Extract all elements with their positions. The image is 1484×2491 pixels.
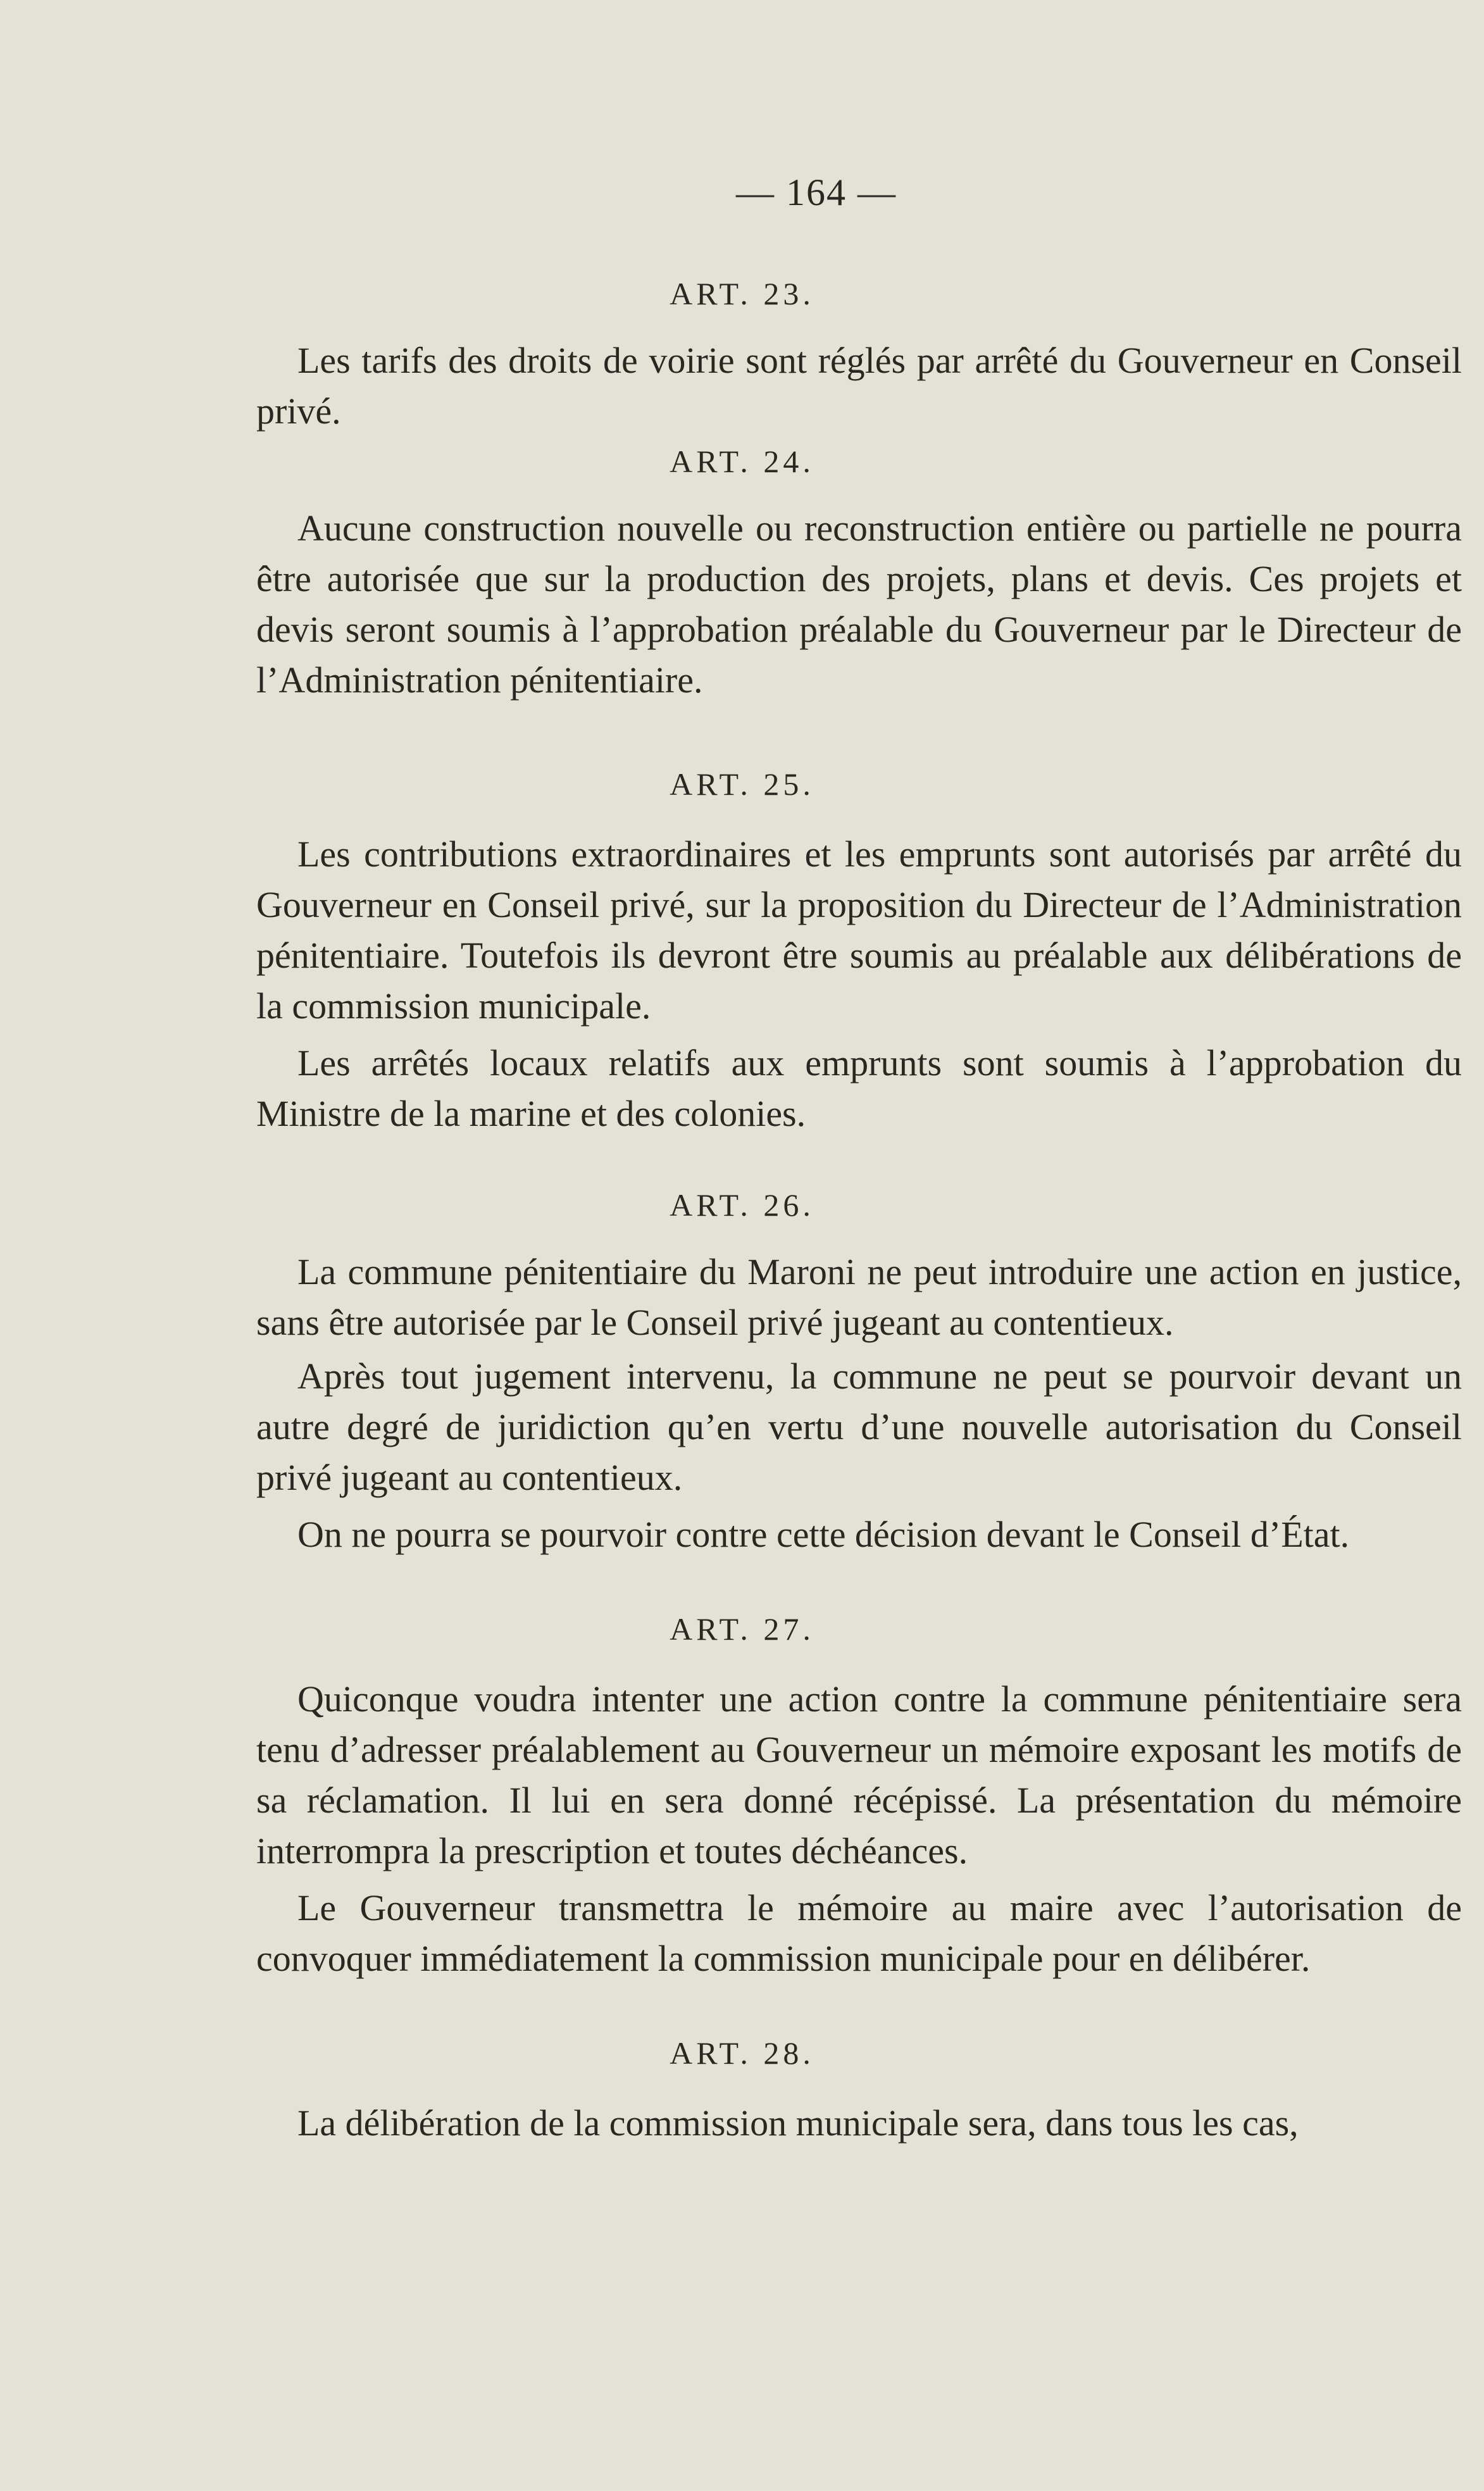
article-paragraph: Les contributions extraordinaires et les emprunts sont autorisés par arrêté du Gouverneur en Conseil privé, sur la proposition du Directeur de l’Administration pénitentiaire. Toutefois ils devront être soumis au préalable aux délibérations de la commission municipale. [256,833,1462,1027]
article-heading: ART. 23. [670,276,814,311]
article-paragraph: On ne pourra se pourvoir contre cette décision devant le Conseil d’État. [297,1514,1350,1555]
article-paragraph: Les tarifs des droits de voirie sont réglés par arrêté du Gouverneur en Conseil privé. [256,340,1462,432]
article-paragraph: La délibération de la commission municipale sera, dans tous les cas, [297,2102,1299,2144]
article-paragraph: Aucune construction nouvelle ou reconstruction entière ou partielle ne pourra être autorisée que sur la production des projets, plans et devis. Ces projets et devis seront soumis à l’approbation préalable du Gouverneur par le Directeur de l’Administration pénitentiaire. [256,508,1462,701]
article-heading: ART. 26. [670,1187,814,1223]
article-paragraph: Après tout jugement intervenu, la commune ne peut se pourvoir devant un autre degré de juridiction qu’en vertu d’une nouvelle autorisation du Conseil privé jugeant au contentieux. [256,1356,1462,1498]
article-paragraph: Quiconque voudra intenter une action contre la commune pénitentiaire sera tenu d’adresser préalablement au Gouverneur un mémoire exposant les motifs de sa réclamation. Il lui en sera donné récépissé. La présentation du mémoire interrompra la prescription et toutes déchéances. [256,1678,1462,1871]
article-heading: ART. 28. [670,2035,814,2071]
article-heading: ART. 25. [670,766,814,802]
page-number: — 164 — [736,172,897,213]
article-heading: ART. 24. [670,444,814,479]
article-paragraph: La commune pénitentiaire du Maroni ne peut introduire une action en justice, sans être autorisée par le Conseil privé jugeant au contentieux. [256,1251,1462,1343]
article-paragraph: Les arrêtés locaux relatifs aux emprunts sont soumis à l’approbation du Ministre de la marine et des colonies. [256,1042,1462,1134]
article-paragraph: Le Gouverneur transmettra le mémoire au maire avec l’autorisation de convoquer immédiatement la commission municipale pour en délibérer. [256,1887,1462,1979]
article-heading: ART. 27. [670,1611,814,1647]
